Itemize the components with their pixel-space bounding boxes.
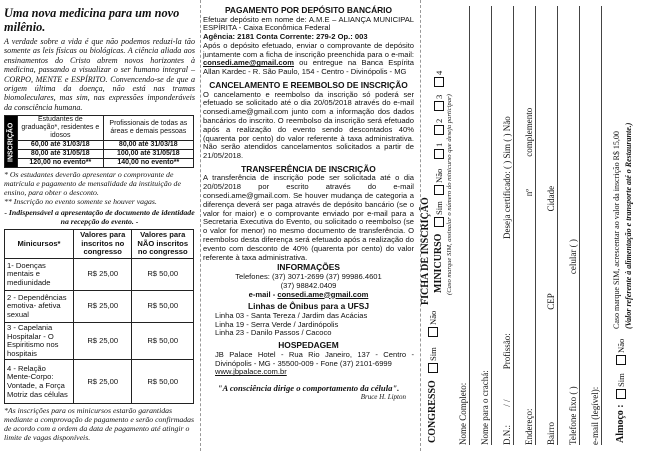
certificate-label: Deseja certificado: ( ) Sim ( ) Não <box>502 116 512 239</box>
info-title: INFORMAÇÕES <box>277 262 340 273</box>
yes-label: Sim <box>428 347 438 361</box>
minicourse-table <box>4 229 194 404</box>
hotel-site-link[interactable]: www.jbpalace.com.br <box>215 367 287 377</box>
email-field[interactable] <box>590 6 602 445</box>
congress-label: CONGRESSO <box>427 380 438 443</box>
email-label: e-mail (legível): <box>590 386 600 445</box>
table-row <box>5 291 194 323</box>
registration-price-table <box>4 115 194 168</box>
mini-header: Minicursos* <box>5 230 74 259</box>
profession-label: Profissão: <box>502 333 512 370</box>
info-email <box>203 291 414 300</box>
yes-label: Sim <box>616 373 626 387</box>
mini-price: R$ 25,00 <box>74 259 132 291</box>
info-email-link[interactable]: consedi.ame@gmail.com <box>277 289 369 299</box>
no-label: Não <box>434 168 444 183</box>
minicourse-number: 1 <box>434 142 444 147</box>
city-label: Cidade <box>546 185 556 212</box>
mini-price: R$ 50,00 <box>132 291 194 323</box>
district-row[interactable] <box>546 6 558 445</box>
price-cell: 80,00 até 31/03/18 <box>103 141 193 150</box>
price-cell: 100,00 até 31/05/18 <box>103 150 193 159</box>
phones: (37) 98842.0409 <box>280 280 337 290</box>
table-row <box>5 141 194 150</box>
minicourse-yes-checkbox[interactable] <box>434 217 444 227</box>
lunch-hint: Caso marque SIM, acrescentar ao valor da inscrição R$ 15,00 <box>612 131 621 329</box>
price-cell: 60,00 até 31/03/18 <box>18 141 104 150</box>
table-row <box>5 150 194 159</box>
mini-course-name: 1- Doenças mentais e mediunidade <box>5 259 74 291</box>
mini-course-name: 2 - Dependências emotiva- afetiva sexual <box>5 291 74 323</box>
phone-row[interactable] <box>568 6 580 445</box>
mini-price: R$ 50,00 <box>132 259 194 291</box>
birth-profession-row[interactable] <box>502 6 514 445</box>
cep-label: CEP <box>546 293 556 310</box>
cancel-text: O cancelamento e reembolso da inscrição só poderá ser efetuado se solicitado até o dia 20/05/2018 através do e-mail consedi.ame@gmail.com junto com a informação dos dados bancários do inscrito. O reembolso da inscrição será efetuado após a realização do evento sendo descontados 40% (quarenta por cento) do valor referente à taxa administrativa. Não serão atendidos cancelamentos solicitados a partir de 21/05/2018. <box>203 89 414 161</box>
minicourse-no-checkbox[interactable] <box>434 185 444 195</box>
badge-name-label: Nome para o crachá: <box>480 370 490 445</box>
student-note: * Os estudantes deverão apresentar o comprovante de matrícula e pagamento de mensalidade da instituição de ensino, para obter o desconto. <box>4 170 181 198</box>
bus-line: Linha 19 - Serra Verde / Jardinópolis <box>215 319 339 329</box>
no-label: Não <box>616 338 626 353</box>
table-row <box>5 259 194 291</box>
bus-line: Linha 03 - Santa Tereza / Jardim das Acácias <box>215 310 368 320</box>
full-name-label: Nome Completo: <box>458 382 468 445</box>
price-header: Profissionais de todas as áreas e demais pessoas <box>103 116 193 141</box>
quote-author: Bruce H. Lipton <box>360 393 406 402</box>
complement-label: complemento <box>524 107 534 157</box>
minicourse-4-checkbox[interactable] <box>434 77 444 87</box>
transfer-text: A transferência de inscrição pode ser solicitada até o dia 20/05/2018 por escrito através do e-mail consedi.ame@gmail.com. Se houver mudança de categoria a diferença deverá ser paga através de depósito bancário (se o valor for maior) e o comprovante enviado por e-mail para a Secretaria Executiva do Evento, ou solicitado o reembolso (se o valor for menor) no mesmo documento de transferência. O reembolso desta diferença será efetuado após a realização do evento com desconto de 40% (quarenta por cento) do valor referente à taxa administrativa. <box>203 173 414 262</box>
payment-email-link[interactable]: consedi.ame@gmail.com <box>203 58 294 68</box>
mini-header: Valores para NÃO inscritos no congresso <box>132 230 194 259</box>
transfer-title: TRANSFERÊNCIA DE INSCRIÇÃO <box>241 163 376 174</box>
bus-title: Linhas de Ônibus para a UFSJ <box>248 301 369 312</box>
minicourse-number: 4 <box>434 70 444 75</box>
phone-label: Telefone fixo ( ) <box>568 386 578 445</box>
birth-date-separator: / / <box>502 399 512 407</box>
mini-price: R$ 50,00 <box>132 360 194 404</box>
lunch-no-checkbox[interactable] <box>616 355 626 365</box>
cancel-title: CANCELAMENTO E REEMBOLSO DE INSCRIÇÃO <box>209 80 408 91</box>
lunch-hint-2: (Valor referente à alimentação e transporte até o Restaurante.) <box>624 122 633 329</box>
mini-price: R$ 25,00 <box>74 360 132 404</box>
bank-account: Agência: 2181 Conta Corrente: 279-2 Op.: 003 <box>203 32 368 42</box>
panel-title: Uma nova medicina para um novo milênio. <box>4 6 180 34</box>
number-label: nº <box>524 188 534 197</box>
intro-paragraph: A verdade sobre a vida é que não podemos reduzi-la tão somente as leis físicas ou biológicas. A ciência aliada aos ensinamentos do Cristo abrem novos horizontes à medicina, passando a visualizar o ser humano integral – CORPO, MENTE e ESPÍRITO. Convencendo-se de que a origem última da doença, não está nas tramas biomoleculares, mas sim, nas expressões imponderáveis da consciência humana. <box>4 37 195 112</box>
congress-no-checkbox[interactable] <box>428 327 438 337</box>
minicourse-3-checkbox[interactable] <box>434 101 444 111</box>
mini-price: R$ 25,00 <box>74 323 132 360</box>
payment-title: PAGAMENTO POR DEPÓSITO BANCÁRIO <box>224 5 393 15</box>
price-cell: 120,00 no evento** <box>18 159 104 168</box>
middle-panel <box>200 0 418 451</box>
bus-line: Linha 23 - Danilo Passos / Cacoco <box>215 328 332 338</box>
payment-instructions: Após o depósito efetuado, enviar o comprovante de depósito juntamente com a ficha de inscrição preenchida para o e-mail: <box>203 40 414 59</box>
address-row[interactable] <box>524 6 536 445</box>
price-side-label: INSCRIÇÃO <box>5 116 18 168</box>
badge-name-field[interactable] <box>480 6 492 445</box>
hotel-title: HOSPEDAGEM <box>278 340 339 351</box>
mini-price: R$ 25,00 <box>74 291 132 323</box>
minicourse-hint: (Caso marque SIM, assinalar o número do minicurso que deseja participar) <box>446 94 453 295</box>
price-cell: 140,00 no evento** <box>103 159 193 168</box>
no-label: Não <box>428 310 438 325</box>
mini-course-name: 3 - Capelania Hospitalar - O Espiritismo nos hospitais <box>5 323 74 360</box>
minicourse-label: MINICURSO <box>433 233 444 293</box>
congress-yes-checkbox[interactable] <box>428 363 438 373</box>
full-name-field[interactable] <box>458 6 470 445</box>
mini-price: R$ 50,00 <box>132 323 194 360</box>
mobile-label: celular ( ) <box>568 239 578 275</box>
quote: "A consciência dirige o comportamento da célula". <box>217 383 400 394</box>
mini-course-name: 4 - Relação Mente-Corpo: Vontade, a Força Motriz das células <box>5 360 74 404</box>
minicourse-number: 2 <box>434 118 444 123</box>
price-header: Estudantes de graduação*, residentes e idosos <box>18 116 104 141</box>
district-label: Bairro <box>546 422 556 445</box>
mini-header: Valores para inscritos no congresso <box>74 230 132 259</box>
address-label: Endereço: <box>524 408 534 445</box>
payment-text <box>203 42 414 77</box>
info-email-label: e-mail - <box>248 289 276 299</box>
minicourse-2-checkbox[interactable] <box>434 125 444 135</box>
phones: Telefones: (37) 3071-2699 (37) 99986.4601 <box>235 271 382 281</box>
id-note: - Indispensável a apresentação de documento de identidade na recepção do evento. - <box>4 208 195 227</box>
left-panel <box>0 0 198 451</box>
price-cell: 80,00 até 31/05/18 <box>18 150 104 159</box>
lunch-label: Almoço : <box>615 404 626 443</box>
minicourse-number: 3 <box>434 94 444 99</box>
table-row <box>5 360 194 404</box>
minicourse-1-checkbox[interactable] <box>434 149 444 159</box>
minicourse-note: *As inscrições para os minicursos estarão garantidas mediante a comprovação de pagamento e serão confirmadas de acordo com a ordem da data de pagamento até atingir o limite de vagas disponíveis. <box>4 406 195 443</box>
yes-label: Sim <box>434 201 444 215</box>
birth-date-label: D.N.: <box>502 425 512 445</box>
payment-text: Efetuar depósito em nome de: A.M.E – ALIANÇA MUNICIPAL ESPÍRITA - Caixa Econômica Federal <box>203 14 414 33</box>
table-row <box>5 159 194 168</box>
hotel-text: JB Palace Hotel - Rua Rio Janeiro, 137 - Centro - Divinópolis - MG - 35500-009 - Fone (37) 2101-6999 <box>215 349 414 368</box>
lunch-yes-checkbox[interactable] <box>616 389 626 399</box>
registration-form <box>420 0 659 451</box>
form-title: FICHA DE INSCRIÇÃO <box>420 197 431 305</box>
table-row <box>5 323 194 360</box>
payment-instructions-2: ou entregue na Banca Espírita Allan Kardec - R. São Paulo, 154 - Centro - Divinópolis - MG <box>203 58 414 77</box>
vacancy-note: ** Inscrição no evento somente se houver vagas. <box>4 197 157 207</box>
